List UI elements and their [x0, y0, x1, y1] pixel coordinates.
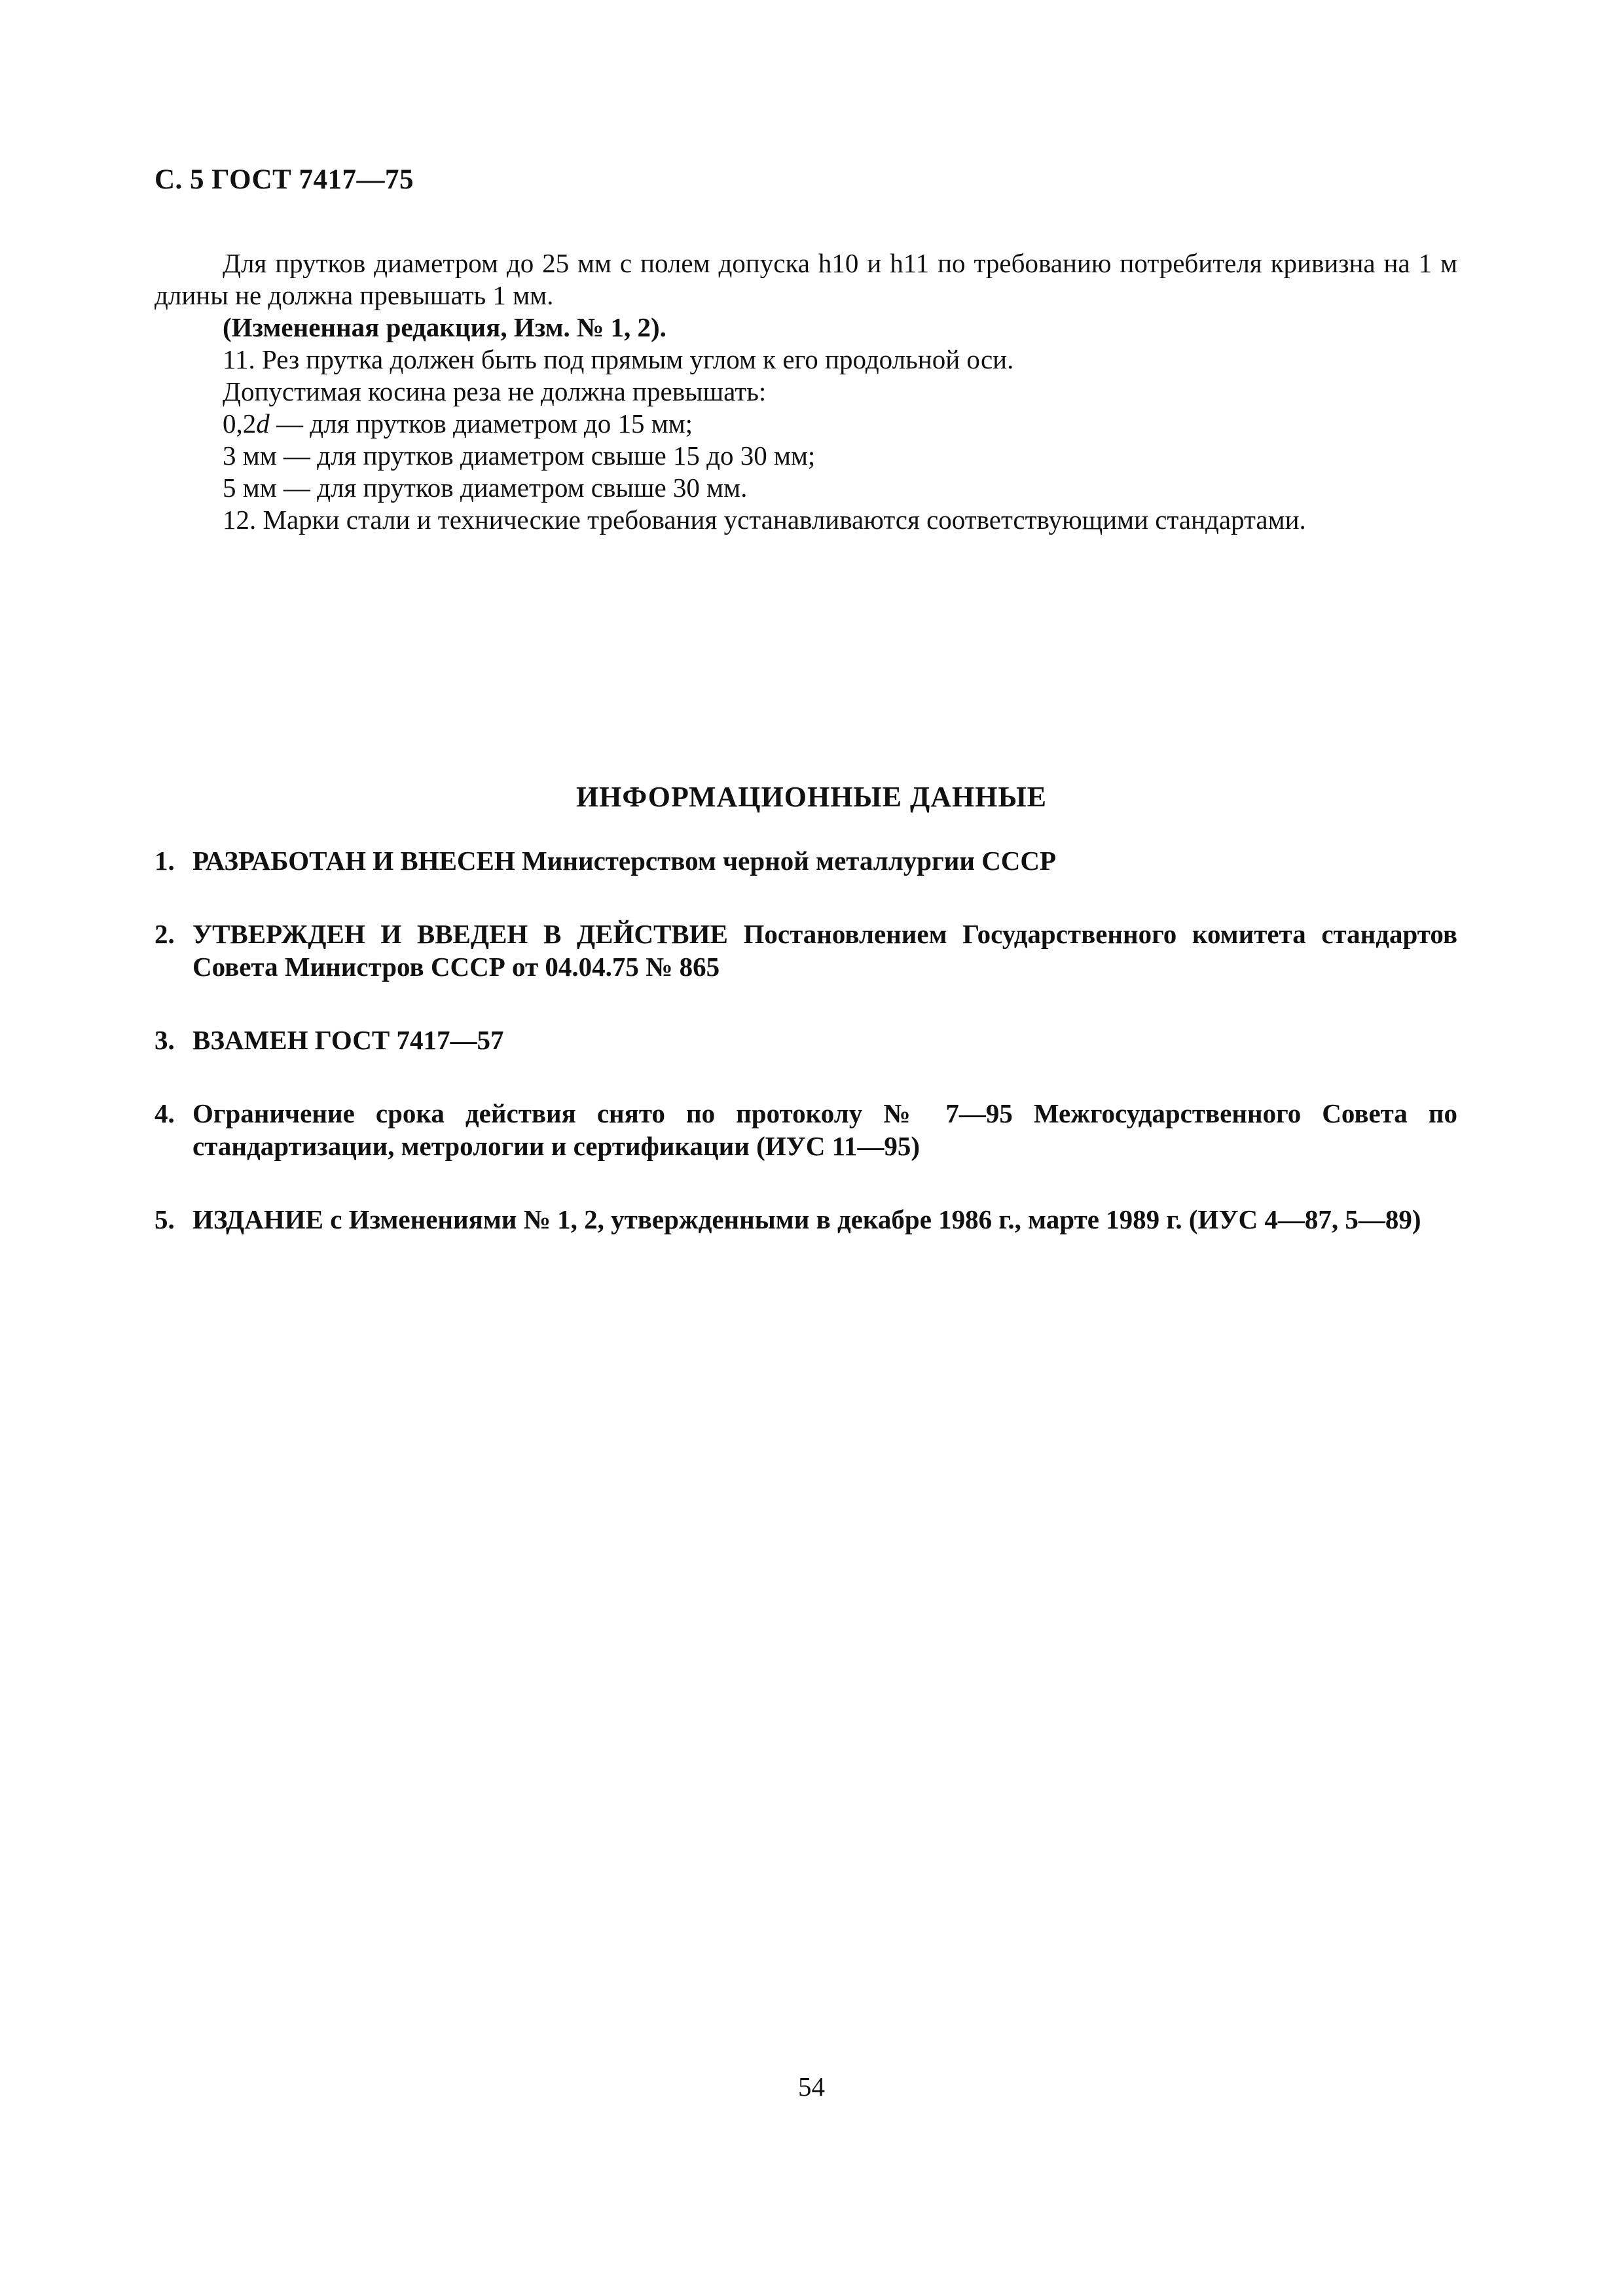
info-item-number: 3. [155, 1025, 175, 1055]
body-text [155, 247, 1457, 536]
running-head: С. 5 ГОСТ 7417—75 [155, 164, 414, 195]
clause-12: 12. Марки стали и технические требования устанавливаются соответствующими стандартами. [223, 505, 1306, 535]
skew-item-1 [155, 408, 1457, 440]
clause-11: 11. Рез прутка должен быть под прямым углом к его продольной оси. [223, 344, 1014, 374]
skew-item-1-suffix: — для прутков диаметром до 15 мм; [269, 408, 693, 439]
skew-item-1-variable: d [256, 408, 270, 439]
info-item [155, 1097, 1457, 1162]
info-item-text: ИЗДАНИЕ с Изменениями № 1, 2, утвержденными в декабре 1986 г., марте 1989 г. (ИУС 4—87, 5—89) [192, 1204, 1421, 1234]
amendment-note: (Измененная редакция, Изм. № 1, 2). [223, 312, 666, 342]
info-section-title: ИНФОРМАЦИОННЫЕ ДАННЫЕ [575, 781, 1048, 813]
paragraph-skew-intro: Допустимая косина реза не должна превышать: [223, 376, 767, 406]
info-item-number: 4. [155, 1098, 175, 1128]
info-item-text: ВЗАМЕН ГОСТ 7417—57 [192, 1025, 504, 1055]
info-item-text: РАЗРАБОТАН И ВНЕСЕН Министерством черной металлургии СССР [192, 846, 1057, 876]
info-item-text: УТВЕРЖДЕН И ВВЕДЕН В ДЕЙСТВИЕ Постановлением Государственного комитета стандартов Совета Министров СССР от 04.04.75 № 865 [192, 919, 1457, 982]
paragraph-curvature: Для прутков диаметром до 25 мм с полем допуска h10 и h11 по требованию потребителя кривизна на 1 м длины не должна превышать 1 мм. [155, 248, 1457, 310]
info-item [155, 1024, 1457, 1056]
page-number: 54 [798, 2072, 825, 2102]
info-item [155, 1203, 1457, 1236]
info-item [155, 844, 1457, 877]
skew-item-2: 3 мм — для прутков диаметром свыше 15 до 30 мм; [223, 440, 816, 471]
info-item-number: 1. [155, 846, 175, 876]
info-item [155, 918, 1457, 983]
info-item-number: 5. [155, 1204, 175, 1234]
skew-item-3: 5 мм — для прутков диаметром свыше 30 мм. [223, 473, 748, 503]
skew-item-1-prefix: 0,2 [223, 408, 257, 439]
info-list [155, 844, 1457, 1276]
info-item-text: Ограничение срока действия снято по протоколу № 7—95 Межгосударственного Совета по стандартизации, метрологии и сертификации (ИУС 11—95) [192, 1098, 1457, 1161]
info-item-number: 2. [155, 919, 175, 949]
